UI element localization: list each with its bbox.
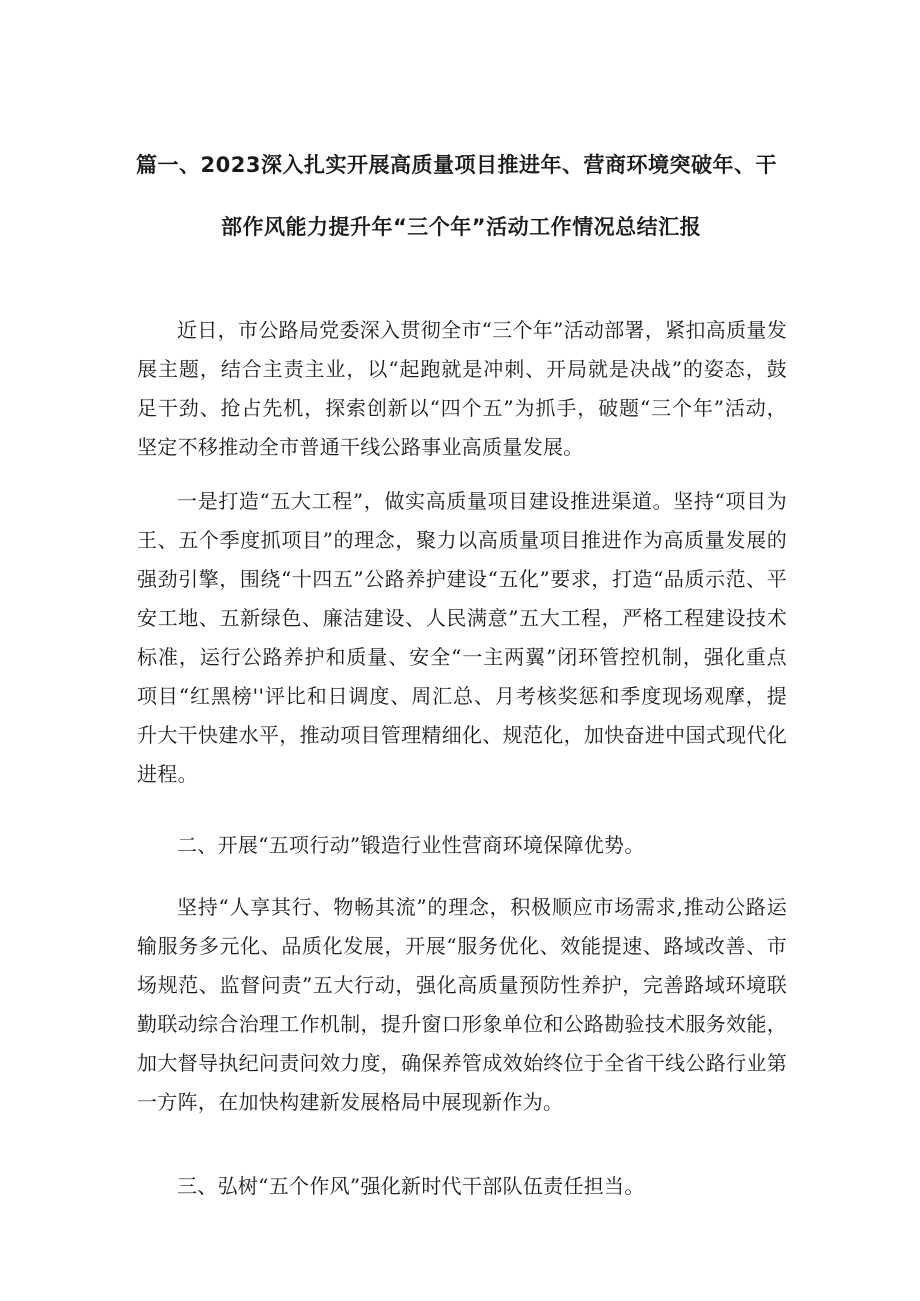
- paragraph-heading-five-styles: 三、弘树“五个作风”强化新时代干部队伍责任担当。: [177, 1174, 645, 1198]
- paragraph-heading-five-actions: 二、开展“五项行动”锻造行业性营商环境保障优势。: [177, 833, 645, 857]
- paragraph-five-actions: 坚持“人享其行、物畅其流”的理念，积极顺应市场需求,推动公路运输服务多元化、品质化发展，开展“服务优化、效能提速、路域改善、市场规范、监督问责”五大行动，强化高质量预防性养护，完善路域环境联勤联动综合治理工作机制，提升窗口形象单位和公路勘验技术服务效能，加大督导执纪问责问效力度，确保养管成效始终位于全省干线公路行业第一方阵，在加快构建新发展格局中展现新作为。: [137, 895, 787, 1114]
- paragraph-intro: 近日，市公路局党委深入贯彻全市“三个年”活动部署，紧扣高质量发展主题，结合主责主业，以“起跑就是冲刺、开局就是决战”的姿态，鼓足干劲、抢占先机，探索创新以“四个五”为抓手，破题“三个年”活动，坚定不移推动全市普通干线公路事业高质量发展。: [137, 318, 787, 459]
- document-title-line-2: 部作风能力提升年“三个年”活动工作情况总结汇报: [221, 215, 702, 239]
- document-title-line-1: 篇一、2023深入扎实开展高质量项目推进年、营商环境突破年、干: [136, 153, 777, 177]
- paragraph-five-projects: 一是打造“五大工程”，做实高质量项目建设推进渠道。坚持“项目为王、五个季度抓项目”的理念，聚力以高质量项目推进作为高质量发展的强劲引擎，围绕“十四五”公路养护建设“五化”要求，打造“品质示范、平安工地、五新绿色、廉洁建设、人民满意”五大工程，严格工程建设技术标准，运行公路养护和质量、安全“一主两翼”闭环管控机制，强化重点项目“红黑榜''评比和日调度、周汇总、月考核奖惩和季度现场观摩，提升大干快建水平，推动项目管理精细化、规范化，加快奋进中国式现代化进程。: [137, 489, 787, 786]
